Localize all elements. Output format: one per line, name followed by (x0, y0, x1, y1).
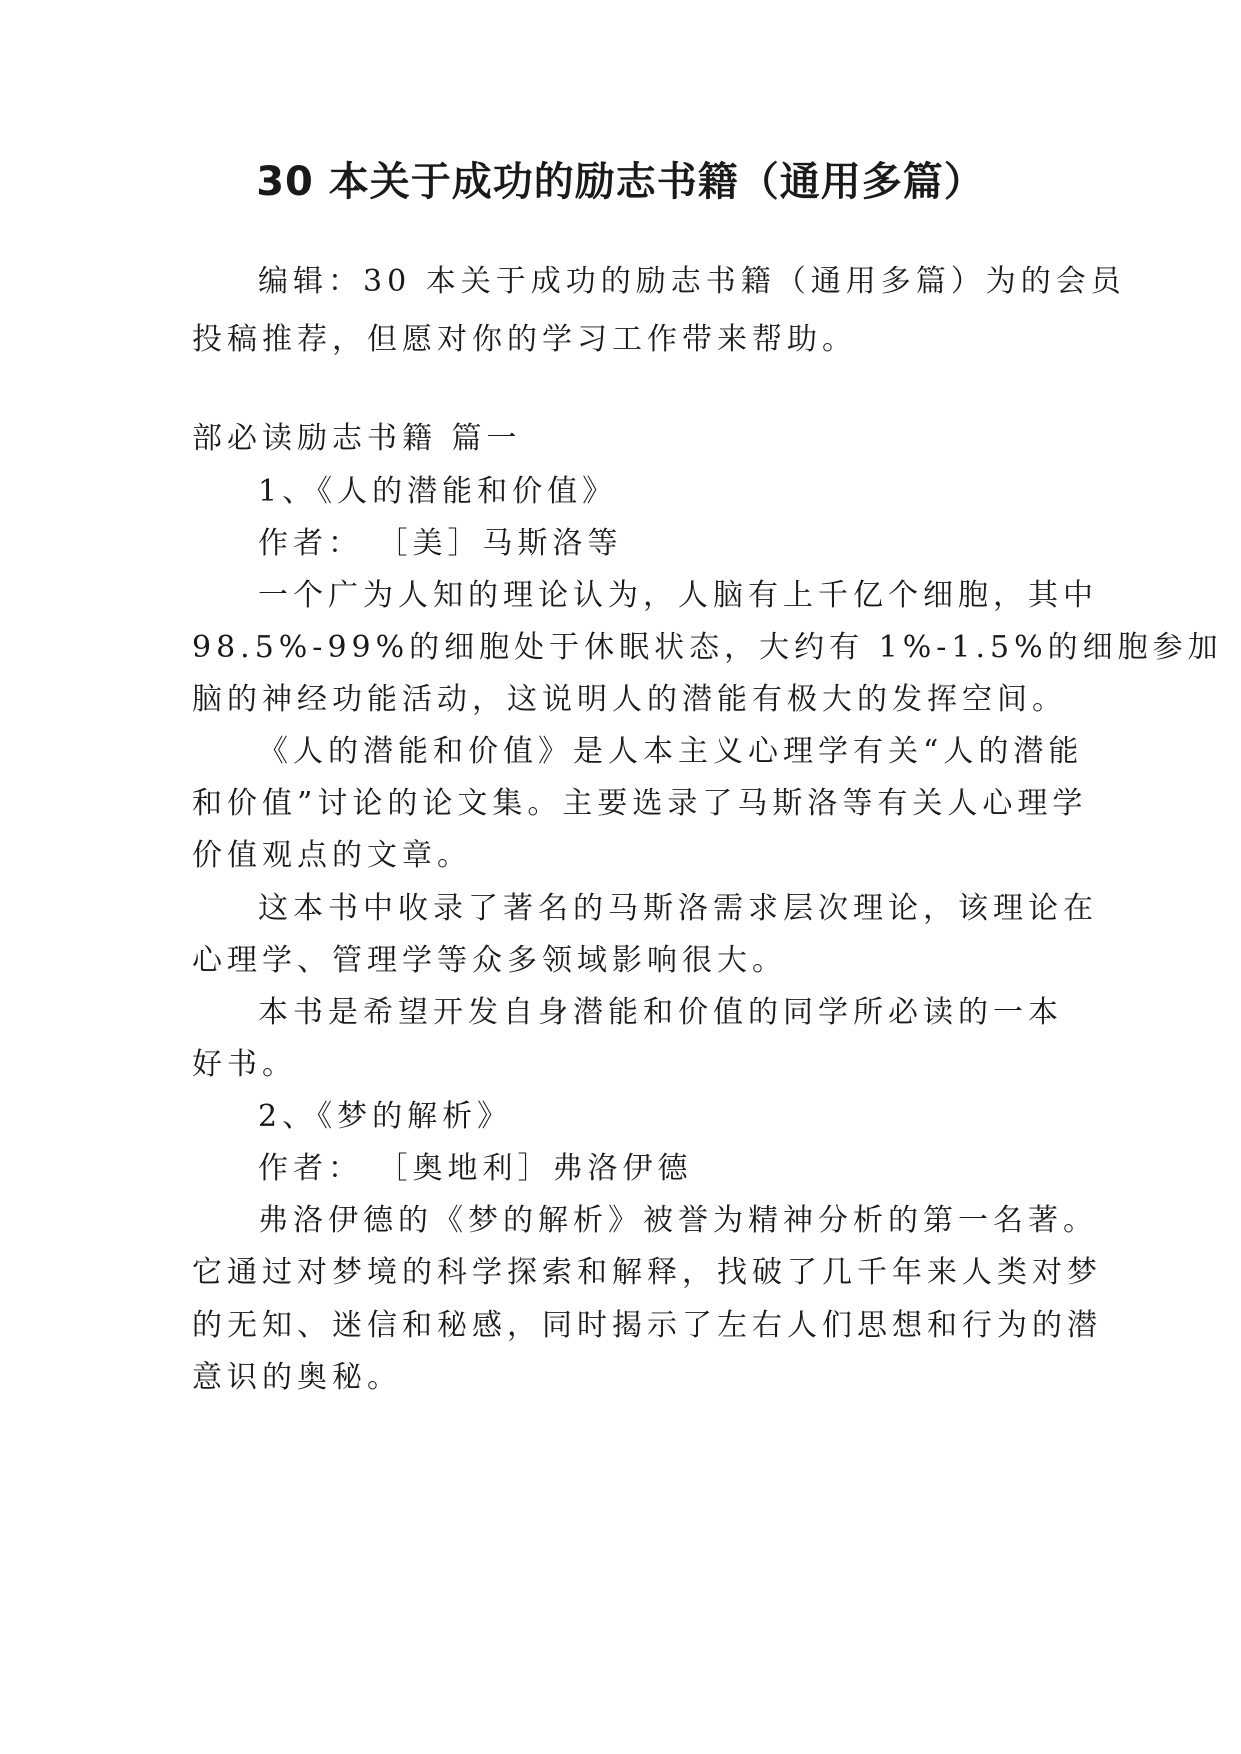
paragraph-line: 意识的奥秘。 (192, 1360, 402, 1395)
intro-line: 编辑：30 本关于成功的励志书籍（通用多篇）为的会员 (258, 264, 1126, 299)
book-title: 1、《人的潜能和价值》 (258, 474, 618, 509)
paragraph-line: 一个广为人知的理论认为，人脑有上千亿个细胞，其中 (258, 578, 1098, 613)
paragraph-line: 的无知、迷信和秘感，同时揭示了左右人们思想和行为的潜 (192, 1308, 1102, 1343)
section-heading: 部必读励志书籍 篇一 (192, 421, 522, 456)
paragraph-line: 脑的神经功能活动，这说明人的潜能有极大的发挥空间。 (192, 682, 1067, 717)
document-title: 30 本关于成功的励志书籍（通用多篇） (256, 159, 985, 205)
paragraph-line: 这本书中收录了著名的马斯洛需求层次理论，该理论在 (258, 891, 1098, 926)
paragraph-line: 弗洛伊德的《梦的解析》被誉为精神分析的第一名著。 (258, 1203, 1098, 1238)
book-author: 作者： ［奥地利］弗洛伊德 (258, 1151, 693, 1186)
book-title: 2、《梦的解析》 (258, 1099, 513, 1134)
paragraph-line: 《人的潜能和价值》是人本主义心理学有关“人的潜能 (258, 734, 1084, 769)
paragraph-line: 本书是希望开发自身潜能和价值的同学所必读的一本 (258, 995, 1063, 1030)
paragraph-line: 它通过对梦境的科学探索和解释，找破了几千年来人类对梦 (192, 1255, 1102, 1290)
paragraph-line: 价值观点的文章。 (192, 838, 472, 873)
paragraph-line: 和价值”讨论的论文集。主要选录了马斯洛等有关人心理学 (192, 786, 1088, 821)
intro-line: 投稿推荐，但愿对你的学习工作带来帮助。 (192, 322, 857, 357)
book-author: 作者： ［美］马斯洛等 (258, 526, 623, 561)
paragraph-line: 好书。 (192, 1047, 297, 1082)
paragraph-line: 98.5%-99%的细胞处于休眠状态，大约有 1%-1.5%的细胞参加 (192, 630, 1223, 665)
paragraph-line: 心理学、管理学等众多领域影响很大。 (192, 943, 787, 978)
